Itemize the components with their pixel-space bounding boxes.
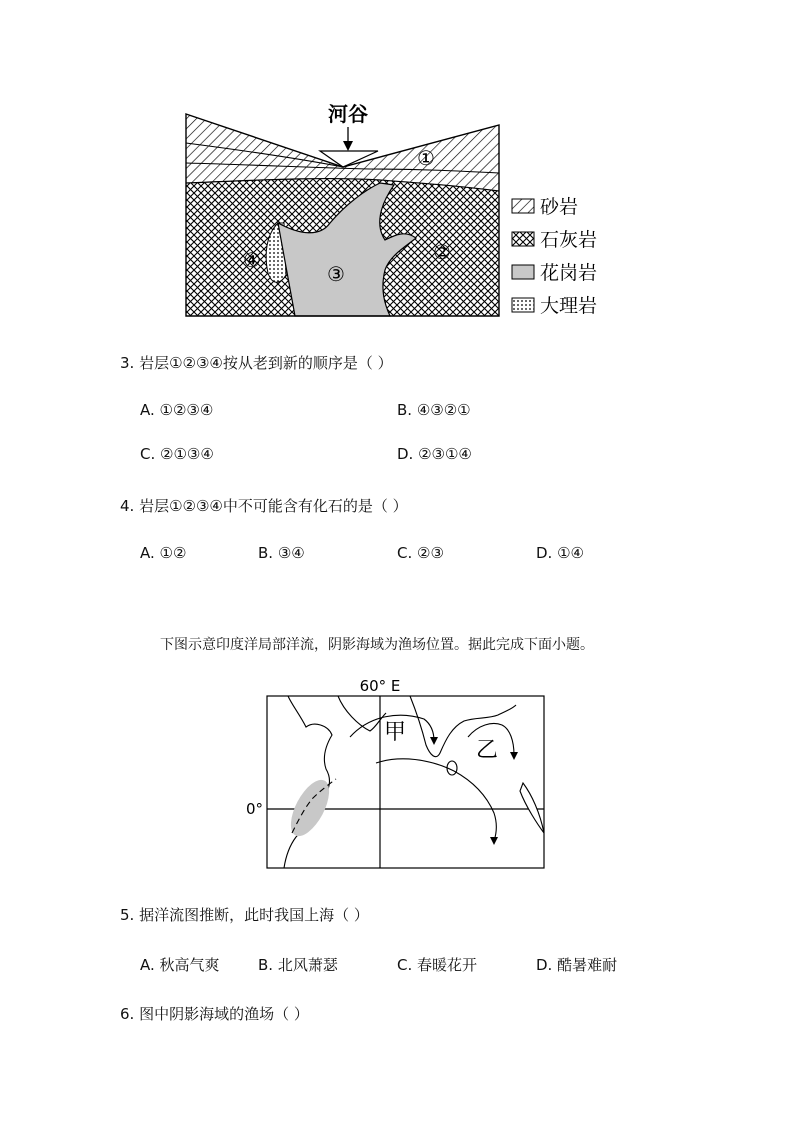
ocean-current-map [240,675,560,875]
question-4-option-c[interactable]: C. ②③ [397,544,444,562]
question-5-option-a[interactable]: A. 秋高气爽 [140,956,220,974]
question-5-option-d[interactable]: D. 酷暑难耐 [536,956,618,974]
section-intro-text: 下图示意印度洋局部洋流，阴影海域为渔场位置。据此完成下面小题。 [160,637,594,653]
question-4-option-d[interactable]: D. ①④ [536,544,584,562]
question-5-option-b[interactable]: B. 北风萧瑟 [258,956,338,974]
legend-label-sandstone: 砂岩 [540,196,579,218]
longitude-label: 60° E [359,677,401,695]
legend [512,196,597,317]
question-4: 4. 岩层①②③④中不可能含有化石的是（ ） [120,497,408,515]
arrow-down-icon [343,141,353,151]
layer-label-2: ② [433,240,451,264]
legend-swatch-marble [512,298,534,312]
current-label-yi: 乙 [476,738,499,763]
geologic-section-figure [180,95,630,325]
question-5-option-c[interactable]: C. 春暖花开 [397,956,478,974]
layer-label-4: ④ [243,248,261,272]
question-4-option-b[interactable]: B. ③④ [258,544,305,562]
river-valley-label: 河谷 [328,102,368,126]
legend-label-marble: 大理岩 [540,295,598,317]
legend-swatch-limestone [512,232,534,246]
layer-label-1: ① [417,146,435,170]
question-3-option-a[interactable]: A. ①②③④ [140,401,214,419]
legend-swatch-granite [512,265,534,279]
question-3-option-c[interactable]: C. ②①③④ [140,445,214,463]
question-4-option-a[interactable]: A. ①② [140,544,187,562]
legend-label-limestone: 石灰岩 [540,229,598,251]
question-3-option-b[interactable]: B. ④③②① [397,401,471,419]
question-3: 3. 岩层①②③④按从老到新的顺序是（ ） [120,354,393,372]
current-label-jia: 甲 [384,720,407,745]
latitude-label: 0° [246,800,264,818]
question-5: 5. 据洋流图推断，此时我国上海（ ） [120,906,369,924]
layer-label-3: ③ [327,262,345,286]
legend-swatch-sandstone [512,199,534,213]
question-3-option-d[interactable]: D. ②③①④ [397,445,472,463]
legend-label-granite: 花岗岩 [540,262,598,284]
question-6: 6. 图中阴影海域的渔场（ ） [120,1005,309,1023]
